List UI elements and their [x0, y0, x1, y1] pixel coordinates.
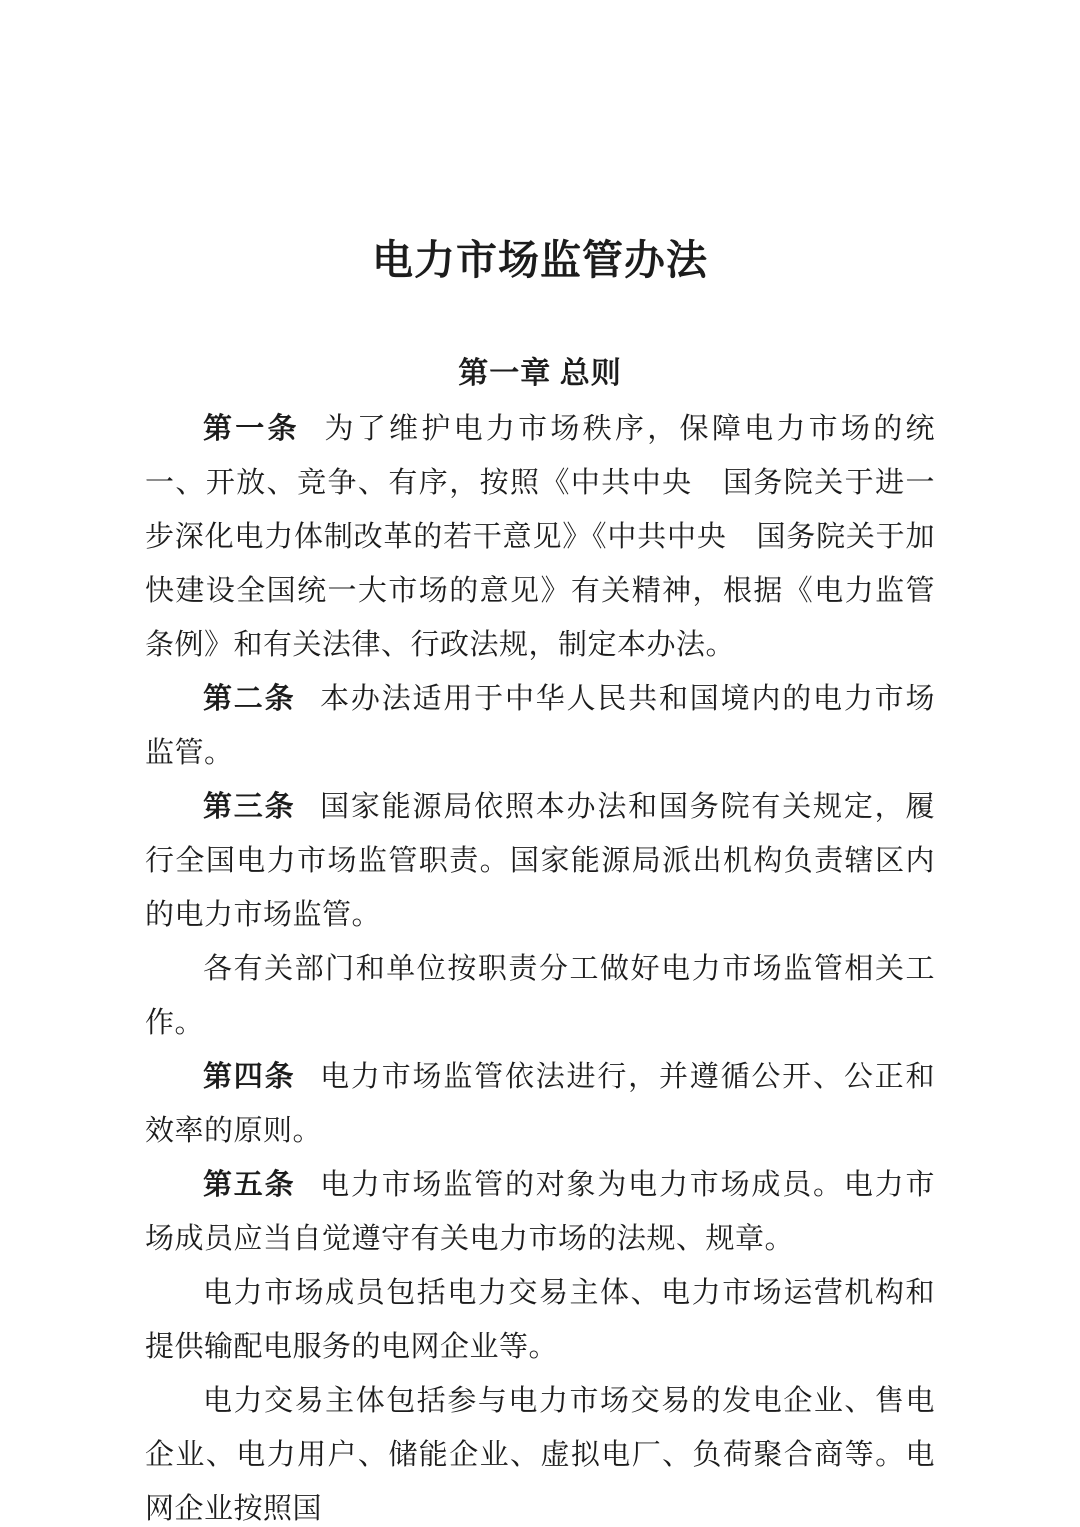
- chapter-heading: 第一章 总则: [458, 357, 622, 390]
- article-number: 第五条: [203, 1169, 296, 1201]
- paragraph-text: 为了维护电力市场秩序，保障电力市场的统一、开放、竞争、有序，按照《中共中央 国务院关于进一步深化电力体制改革的若干意见》《中共中央 国务院关于加快建设全国统一大市场的意见》有关精神，根据《电力监管条例》和有关法律、行政法规，制定本办法。: [145, 413, 935, 661]
- paragraph-article-3-cont: [145, 942, 935, 1050]
- paragraph-text: 电力市场监管依法进行，并遵循公开、公正和效率的原则。: [145, 1061, 935, 1147]
- paragraph-text: 电力市场监管的对象为电力市场成员。电力市场成员应当自觉遵守有关电力市场的法规、规章。: [145, 1169, 935, 1255]
- document-title: 电力市场监管办法: [372, 237, 708, 283]
- paragraph-article-2: [145, 672, 935, 780]
- paragraph-text: 本办法适用于中华人民共和国境内的电力市场监管。: [145, 683, 935, 769]
- article-number: 第三条: [203, 791, 296, 823]
- paragraph-article-1: [145, 402, 935, 672]
- paragraph-text: 国家能源局依照本办法和国务院有关规定，履行全国电力市场监管职责。国家能源局派出机构负责辖区内的电力市场监管。: [145, 791, 935, 931]
- paragraph-text: 电力市场成员包括电力交易主体、电力市场运营机构和提供输配电服务的电网企业等。: [145, 1277, 935, 1363]
- paragraph-article-5-cont-1: [145, 1266, 935, 1374]
- paragraph-article-5-cont-2: [145, 1374, 935, 1527]
- paragraph-article-3: [145, 780, 935, 942]
- paragraph-article-5: [145, 1158, 935, 1266]
- paragraph-text: 电力交易主体包括参与电力市场交易的发电企业、售电企业、电力用户、储能企业、虚拟电厂、负荷聚合商等。电网企业按照国: [145, 1385, 935, 1525]
- paragraph-text: 各有关部门和单位按职责分工做好电力市场监管相关工作。: [145, 953, 935, 1039]
- article-number: 第二条: [203, 683, 296, 715]
- paragraph-article-4: [145, 1050, 935, 1158]
- article-number: 第四条: [203, 1061, 296, 1093]
- article-number: 第一条: [203, 413, 300, 445]
